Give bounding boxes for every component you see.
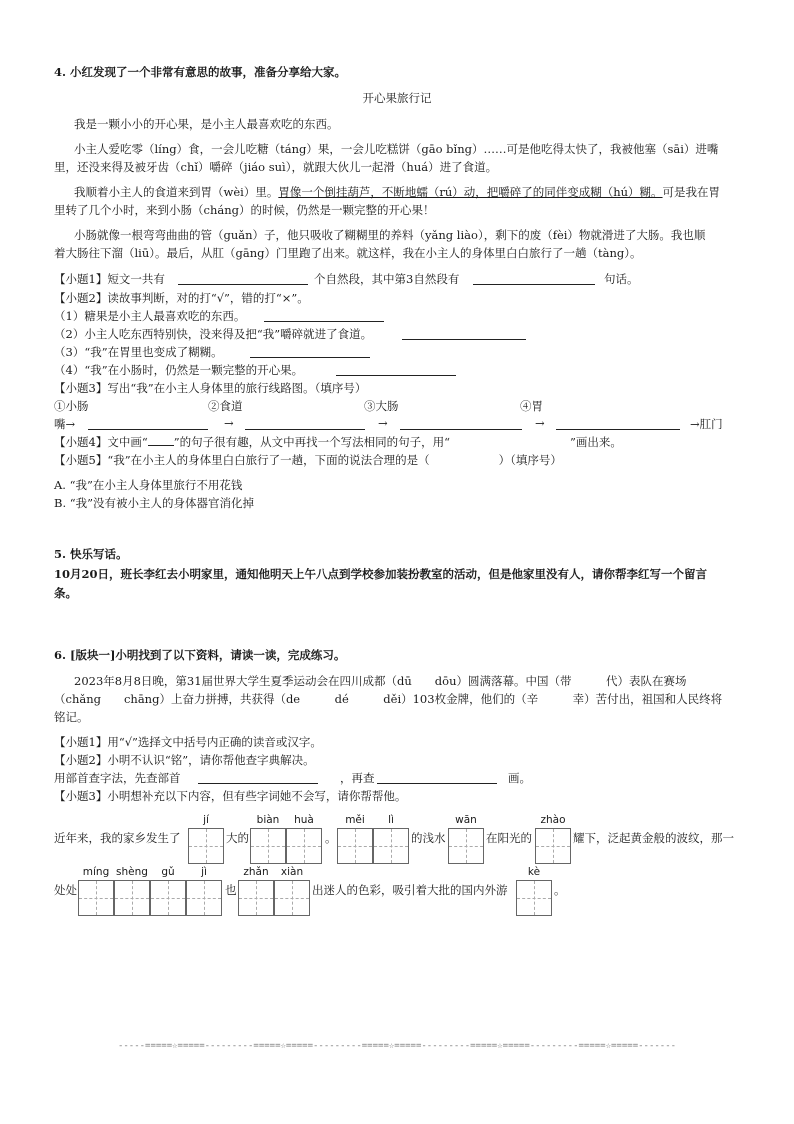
pinyin-ke: kè — [527, 866, 541, 878]
pinyin-ming: míng — [82, 866, 110, 878]
p3-text-post: 可是我在胃 — [662, 185, 721, 199]
q6-passage-1: 2023年8月8日晚，第31届世界大学生夏季运动会在四川成都（dū dōu）圆满落幕。中国（带 代）表队在赛场 — [74, 674, 687, 688]
q4-heading: 4. 小红发现了一个非常有意思的故事，准备分享给大家。 — [54, 65, 347, 79]
sub5: 【小题5】“我”在小主人的身体里白白旅行了一趟，下面的说法合理的是（ ）（填序号） — [54, 453, 562, 467]
row1-text-6: 耀下，泛起黄金般的波纹，那一 — [573, 831, 734, 845]
char-box[interactable] — [274, 880, 310, 916]
row2-text-4: 。 — [554, 883, 566, 897]
answer-blank-paragraphs[interactable] — [178, 284, 308, 285]
sub1-b: 个自然段，其中第3自然段有 — [314, 272, 460, 286]
sub4-c: ”画出来。 — [569, 435, 622, 449]
p3-text: 我顺着小主人的食道来到胃（wèi）里。 — [74, 185, 279, 199]
q6-passage-2: （chǎng chāng）上奋力拼搏，共获得（de dé děi）103枚金牌，他们的（辛 幸）苦付出，祖国和人民终将 — [54, 692, 723, 706]
route-end: →肛门 — [690, 417, 723, 431]
sub4-b: ”的句子很有趣，从文中再找一个写法相同的句子，用“ — [173, 435, 450, 449]
option-2: ②食道 — [208, 399, 243, 413]
judge-4: （4）“我”在小肠时，仍然是一颗完整的开心果。 — [54, 363, 304, 377]
char-box[interactable] — [250, 828, 286, 864]
story-title: 开心果旅行记 — [362, 91, 432, 105]
choice-a: A. “我”在小主人身体里旅行不用花钱 — [54, 478, 243, 492]
char-box[interactable] — [150, 880, 186, 916]
option-3: ③大肠 — [364, 399, 399, 413]
row1-text-2: 大的 — [226, 831, 249, 845]
sub2: 【小题2】读故事判断，对的打“√”，错的打“×”。 — [54, 291, 309, 305]
story-paragraph-3 — [74, 184, 720, 200]
choice-b: B. “我”没有被小主人的身体器官消化掉 — [54, 496, 255, 510]
char-box[interactable] — [448, 828, 484, 864]
q6-sub2: 【小题2】小明不认识“铭”，请你帮他查字典解决。 — [54, 753, 315, 767]
sub4-a: 【小题4】文中画“ — [54, 435, 148, 449]
char-box[interactable] — [238, 880, 274, 916]
q5-prompt-cont: 条。 — [54, 586, 77, 600]
pinyin-zhao: zhào — [540, 814, 566, 826]
char-box[interactable] — [186, 880, 222, 916]
q6-sub2-c: 画。 — [508, 771, 531, 785]
route-blank-4[interactable] — [556, 429, 680, 430]
char-box[interactable] — [337, 828, 373, 864]
q6-passage-3: 铭记。 — [54, 710, 89, 724]
sub1-c: 句话。 — [604, 272, 639, 286]
row2-text-3: 出迷人的色彩，吸引着大批的国内外游 — [312, 883, 508, 897]
footer-divider: -----=====☆=====---------=====☆=====---------=====☆=====---------=====☆=====---------=====☆=====------- — [117, 1041, 677, 1051]
route-start: 嘴→ — [54, 417, 76, 431]
char-box[interactable] — [535, 828, 571, 864]
pinyin-row-2 — [0, 866, 794, 918]
q6-sub2-b: ，再查 — [340, 771, 375, 785]
underlined-sentence: 胃像一个倒挂葫芦，不断地蠕（rú）动，把嚼碎了的同伴变成糊（hú）糊。 — [278, 185, 663, 199]
pinyin-gu: gǔ — [161, 866, 175, 878]
sub3: 【小题3】写出“我”在小主人身体里的旅行线路图。（填序号） — [54, 381, 367, 395]
row1-text-4: 的浅水 — [411, 831, 446, 845]
route-blank-1[interactable] — [88, 429, 208, 430]
row1-text-3: 。 — [325, 831, 337, 845]
pinyin-ji-2: jì — [201, 866, 207, 878]
judge-1: （1）糖果是小主人最喜欢吃的东西。 — [54, 309, 246, 323]
stroke-count-blank[interactable] — [377, 783, 497, 784]
q5-heading: 5. 快乐写话。 — [54, 547, 128, 561]
judge-3: （3）“我”在胃里也变成了糊糊。 — [54, 345, 223, 359]
row1-text-5: 在阳光的 — [486, 831, 532, 845]
row2-text-1: 处处 — [54, 883, 77, 897]
judge-blank-3[interactable] — [250, 357, 370, 358]
pinyin-wan: wān — [455, 814, 477, 826]
underline-sample — [148, 435, 174, 446]
sub1-a: 【小题1】短文一共有 — [54, 272, 165, 286]
q6-sub3: 【小题3】小明想补充以下内容，但有些字词她不会写，请你帮帮他。 — [54, 789, 407, 803]
judge-blank-4[interactable] — [336, 375, 456, 376]
route-arrow-3: → — [535, 416, 545, 430]
pinyin-zhan: zhǎn — [243, 866, 269, 878]
answer-blank-sentences[interactable] — [473, 284, 595, 285]
char-box[interactable] — [188, 828, 224, 864]
char-box[interactable] — [114, 880, 150, 916]
judge-blank-2[interactable] — [402, 339, 526, 340]
route-blank-2[interactable] — [245, 429, 365, 430]
q5-prompt: 10月20日，班长李红去小明家里，通知他明天上午八点到学校参加装扮教室的活动，但是他家里没有人，请你帮李红写一个留言 — [54, 567, 708, 581]
radical-blank[interactable] — [198, 783, 318, 784]
pinyin-bian: biàn — [256, 814, 280, 826]
pinyin-li: lì — [388, 814, 394, 826]
judge-2: （2）小主人吃东西特别快，没来得及把“我”嚼碎就进了食道。 — [54, 327, 373, 341]
pinyin-row-1 — [0, 814, 794, 866]
q6-heading: 6. [版块一]小明找到了以下资料，请读一读，完成练习。 — [54, 648, 346, 662]
q6-sub2-a: 用部首查字法，先查部首 — [54, 771, 181, 785]
story-paragraph-1: 我是一颗小小的开心果，是小主人最喜欢吃的东西。 — [74, 117, 339, 131]
option-4: ④胃 — [520, 399, 543, 413]
char-box[interactable] — [516, 880, 552, 916]
char-box[interactable] — [286, 828, 322, 864]
pinyin-ji: jí — [203, 814, 209, 826]
q6-sub1: 【小题1】用“√”选择文中括号内正确的读音或汉字。 — [54, 735, 322, 749]
route-blank-3[interactable] — [400, 429, 522, 430]
row2-text-2: 也 — [225, 883, 237, 897]
judge-blank-1[interactable] — [264, 321, 384, 322]
pinyin-mei: měi — [345, 814, 365, 826]
sub4 — [54, 434, 622, 450]
story-paragraph-2: 小主人爱吃零（líng）食，一会儿吃糖（táng）果，一会儿吃糕饼（gāo bǐng）……可是他吃得太快了，我被他塞（sāi）进嘴 — [74, 142, 719, 156]
story-paragraph-4: 小肠就像一根弯弯曲曲的管（guǎn）子，他只吸收了糊糊里的养料（yǎng liào），剩下的废（fèi）物就滑进了大肠。我也顺 — [74, 228, 706, 242]
row1-text-1: 近年来，我的家乡发生了 — [54, 831, 181, 845]
story-paragraph-4-cont: 着大肠往下溜（liū）。最后，从肛（gāng）门里跑了出来。就这样，我在小主人的身体里白白旅行了一趟（tàng）。 — [54, 246, 642, 260]
pinyin-hua: huà — [294, 814, 314, 826]
story-paragraph-2-cont: 里，还没来得及被牙齿（chǐ）嚼碎（jiáo suì），就跟大伙儿一起滑（huá）进了食道。 — [54, 160, 498, 174]
char-box[interactable] — [373, 828, 409, 864]
char-box[interactable] — [78, 880, 114, 916]
story-paragraph-3-cont: 里转了几个小时，来到小肠（cháng）的时候，仍然是一颗完整的开心果！ — [54, 203, 435, 217]
option-1: ①小肠 — [54, 399, 89, 413]
route-arrow-1: → — [224, 416, 234, 430]
pinyin-xian: xiàn — [280, 866, 304, 878]
pinyin-sheng: shèng — [116, 866, 148, 878]
route-arrow-2: → — [378, 416, 388, 430]
